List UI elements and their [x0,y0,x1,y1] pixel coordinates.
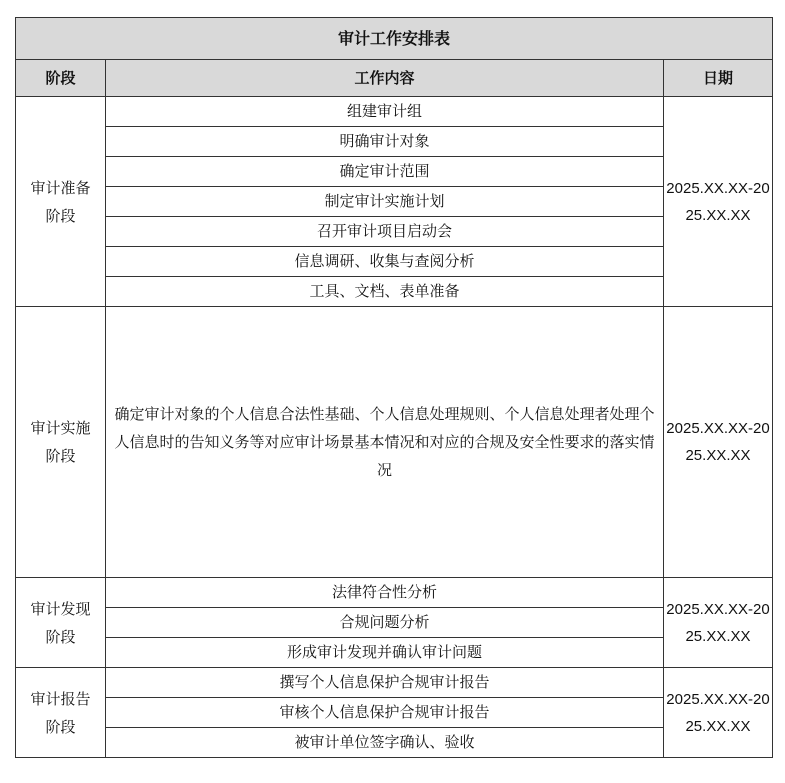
header-date: 日期 [664,60,773,97]
task-cell: 召开审计项目启动会 [106,217,664,247]
task-cell: 形成审计发现并确认审计问题 [106,638,664,668]
phase-label: 阶段 [45,447,76,465]
task-cell: 确定审计对象的个人信息合法性基础、个人信息处理规则、个人信息处理者处理个人信息时的告知义务等对应审计场景基本情况和对应的合规及安全性要求的落实情况 [106,307,664,578]
phase-cell-findings [16,578,106,668]
task-cell: 撰写个人信息保护合规审计报告 [106,668,664,698]
task-cell: 组建审计组 [106,97,664,127]
task-cell: 法律符合性分析 [106,578,664,608]
task-cell: 明确审计对象 [106,127,664,157]
phase-cell-implementation [16,307,106,578]
phase-label: 阶段 [45,206,76,225]
header-content: 工作内容 [106,60,664,97]
task-cell: 确定审计范围 [106,157,664,187]
phase-label: 阶段 [45,717,76,736]
phase-label: 审计实施 [30,419,91,437]
audit-schedule-table [15,17,773,758]
header-phase: 阶段 [16,60,106,97]
task-cell: 制定审计实施计划 [106,187,664,217]
phase-label: 审计准备 [30,178,91,197]
task-cell: 审核个人信息保护合规审计报告 [106,698,664,728]
task-cell: 工具、文档、表单准备 [106,277,664,307]
task-cell: 被审计单位签字确认、验收 [106,728,664,758]
phase-label: 阶段 [45,627,76,646]
date-cell-implementation: 2025.XX.XX-2025.XX.XX [664,307,773,578]
task-cell: 合规问题分析 [106,608,664,638]
date-cell-findings: 2025.XX.XX-2025.XX.XX [664,578,773,668]
task-cell: 信息调研、收集与查阅分析 [106,247,664,277]
phase-label: 审计报告 [30,689,91,708]
phase-label: 审计发现 [30,599,91,618]
date-cell-report: 2025.XX.XX-2025.XX.XX [664,668,773,758]
phase-cell-preparation [16,97,106,307]
date-cell-preparation: 2025.XX.XX-2025.XX.XX [664,97,773,307]
table-title: 审计工作安排表 [16,18,773,60]
phase-cell-report [16,668,106,758]
